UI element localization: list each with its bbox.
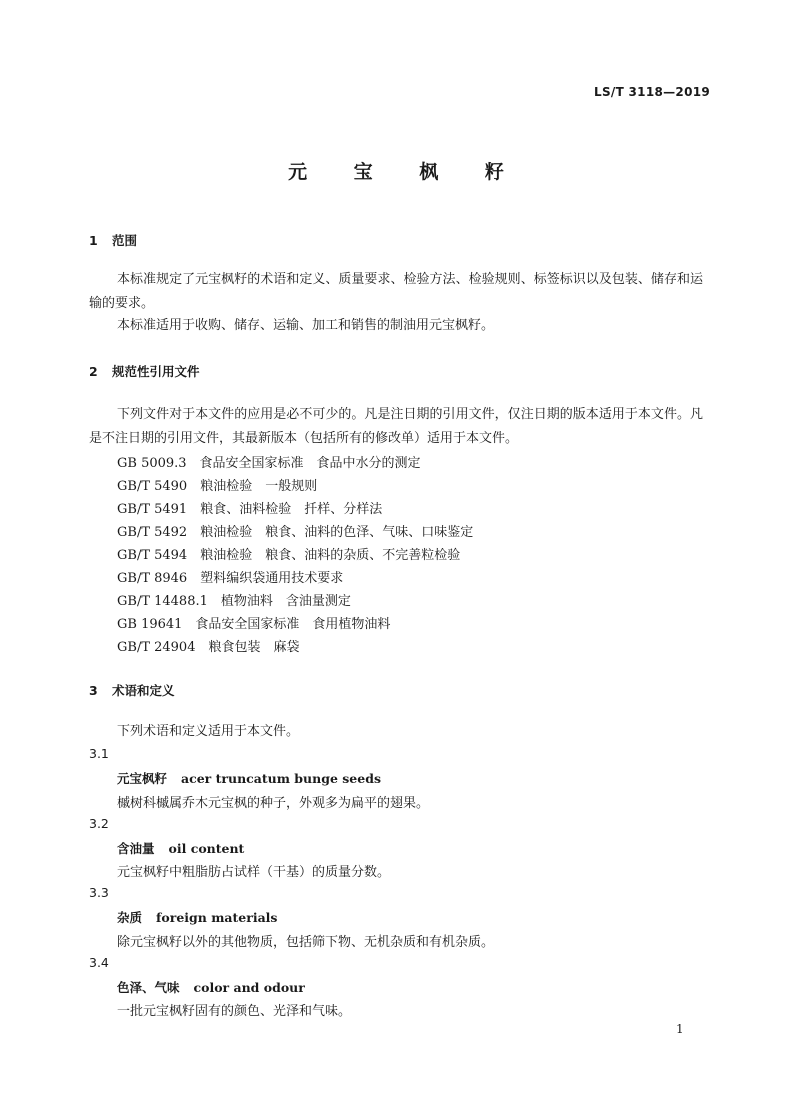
section-title: 规范性引用文件: [112, 364, 200, 379]
term-zh: 杂质: [117, 910, 143, 925]
standard-code: LS/T 3118—2019: [594, 85, 711, 99]
term-zh: 含油量: [117, 841, 155, 856]
term-definition: 元宝枫籽中粗脂肪占试样（干基）的质量分数。: [117, 865, 391, 880]
reference-item: GB/T 5494 粮油检验 粮食、油料的杂质、不完善粒检验: [117, 548, 461, 563]
term-en: color and odour: [193, 980, 305, 995]
paragraph: 下列文件对于本文件的应用是必不可少的。凡是注日期的引用文件，仅注日期的版本适用于本文件。凡是不注日期的引用文件，其最新版本（包括所有的修改单）适用于本文件。: [89, 407, 703, 446]
reference-item: GB/T 5490 粮油检验 一般规则: [117, 479, 318, 494]
document-title: 元 宝 枫 籽: [288, 161, 524, 183]
reference-item: GB/T 14488.1 植物油料 含油量测定: [117, 594, 351, 609]
term-definition: 除元宝枫籽以外的其他物质，包括筛下物、无机杂质和有机杂质。: [117, 935, 495, 950]
term-number: 3.2: [89, 816, 109, 831]
reference-item: GB 19641 食品安全国家标准 食用植物油料: [117, 617, 391, 632]
section-number: 3: [89, 683, 98, 698]
paragraph: 本标准规定了元宝枫籽的术语和定义、质量要求、检验方法、检验规则、标签标识以及包装、储存和运输的要求。: [89, 272, 703, 311]
term-en: acer truncatum bunge seeds: [181, 771, 381, 786]
term-heading: [117, 839, 244, 857]
term-definition: 槭树科槭属乔木元宝枫的种子，外观多为扁平的翅果。: [117, 796, 430, 811]
section-heading-normative-references: [89, 362, 200, 380]
page-number: 1: [676, 1022, 684, 1036]
term-number: 3.4: [89, 955, 109, 970]
paragraph: 本标准适用于收购、储存、运输、加工和销售的制油用元宝枫籽。: [117, 318, 495, 333]
terms-intro: 下列术语和定义适用于本文件。: [117, 724, 300, 739]
section-number: 1: [89, 233, 98, 248]
term-definition: 一批元宝枫籽固有的颜色、光泽和气味。: [117, 1004, 352, 1019]
section-heading-terms: [89, 681, 175, 699]
reference-item: GB/T 24904 粮食包装 麻袋: [117, 640, 300, 655]
reference-item: GB 5009.3 食品安全国家标准 食品中水分的测定: [117, 456, 421, 471]
term-zh: 色泽、气味: [117, 980, 180, 995]
term-number: 3.3: [89, 885, 109, 900]
section-number: 2: [89, 364, 98, 379]
reference-item: GB/T 8946 塑料编织袋通用技术要求: [117, 571, 344, 586]
term-en: foreign materials: [156, 910, 278, 925]
term-en: oil content: [168, 841, 245, 856]
term-heading: [117, 978, 305, 996]
term-zh: 元宝枫籽: [117, 771, 168, 786]
section-heading-scope: [89, 231, 137, 249]
reference-item: GB/T 5491 粮食、油料检验 扦样、分样法: [117, 502, 383, 517]
reference-item: GB/T 5492 粮油检验 粮食、油料的色泽、气味、口味鉴定: [117, 525, 474, 540]
section-title: 术语和定义: [112, 683, 175, 698]
term-heading: [117, 908, 277, 926]
term-number: 3.1: [89, 746, 109, 761]
section-title: 范围: [112, 233, 138, 248]
term-heading: [117, 769, 381, 787]
